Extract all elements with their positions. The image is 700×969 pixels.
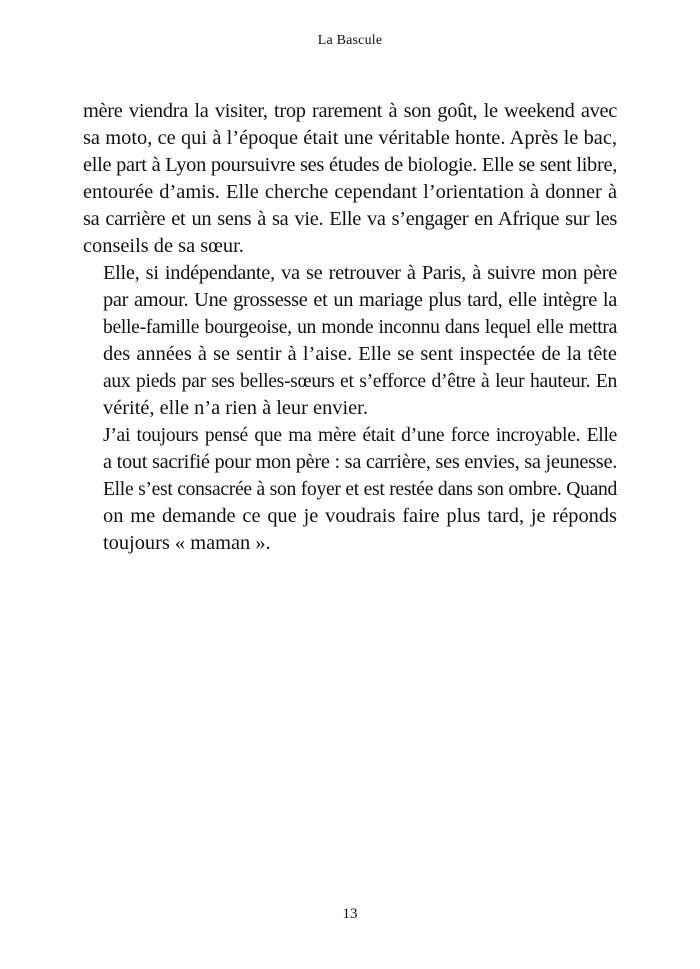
text-line: entourée d’amis. Elle cherche cependant l’orientation à donner à bbox=[83, 181, 617, 203]
running-title: La Bascule bbox=[317, 33, 383, 48]
text-line: sa carrière et un sens à sa vie. Elle va s’engager en Afrique sur les bbox=[83, 208, 617, 230]
text-line: toujours « maman ». bbox=[103, 532, 271, 554]
text-line: conseils de sa sœur. bbox=[83, 235, 244, 257]
page-number: 13 bbox=[342, 906, 358, 922]
text-line: Elle s’est consacrée à son foyer et est restée dans son ombre. Quand bbox=[103, 479, 617, 500]
body-text bbox=[83, 98, 617, 557]
text-line: belle-famille bourgeoise, un monde inconnu dans lequel elle mettra bbox=[103, 317, 617, 338]
text-line: vérité, elle n’a rien à leur envier. bbox=[103, 397, 368, 419]
text-line: par amour. Une grossesse et un mariage plus tard, elle intègre la bbox=[103, 289, 617, 311]
text-line: a tout sacrifié pour mon père : sa carrière, ses envies, sa jeunesse. bbox=[103, 451, 617, 473]
paragraph-3 bbox=[83, 422, 617, 557]
text-line: elle part à Lyon poursuivre ses études de biologie. Elle se sent libre, bbox=[83, 154, 617, 176]
text-line: aux pieds par ses belles-sœurs et s’efforce d’être à leur hauteur. En bbox=[103, 371, 617, 392]
text-line: sa moto, ce qui à l’époque était une véritable honte. Après le bac, bbox=[83, 127, 617, 149]
text-line: mère viendra la visiter, trop rarement à son goût, le weekend avec bbox=[83, 100, 617, 122]
paragraph-2 bbox=[83, 260, 617, 422]
paragraph-1 bbox=[83, 98, 617, 260]
text-line: des années à se sentir à l’aise. Elle se sent inspectée de la tête bbox=[103, 343, 617, 365]
text-line: J’ai toujours pensé que ma mère était d’une force incroyable. Elle bbox=[103, 425, 617, 446]
text-line: on me demande ce que je voudrais faire plus tard, je réponds bbox=[103, 505, 617, 527]
text-line: Elle, si indépendante, va se retrouver à Paris, à suivre mon père bbox=[103, 262, 617, 284]
